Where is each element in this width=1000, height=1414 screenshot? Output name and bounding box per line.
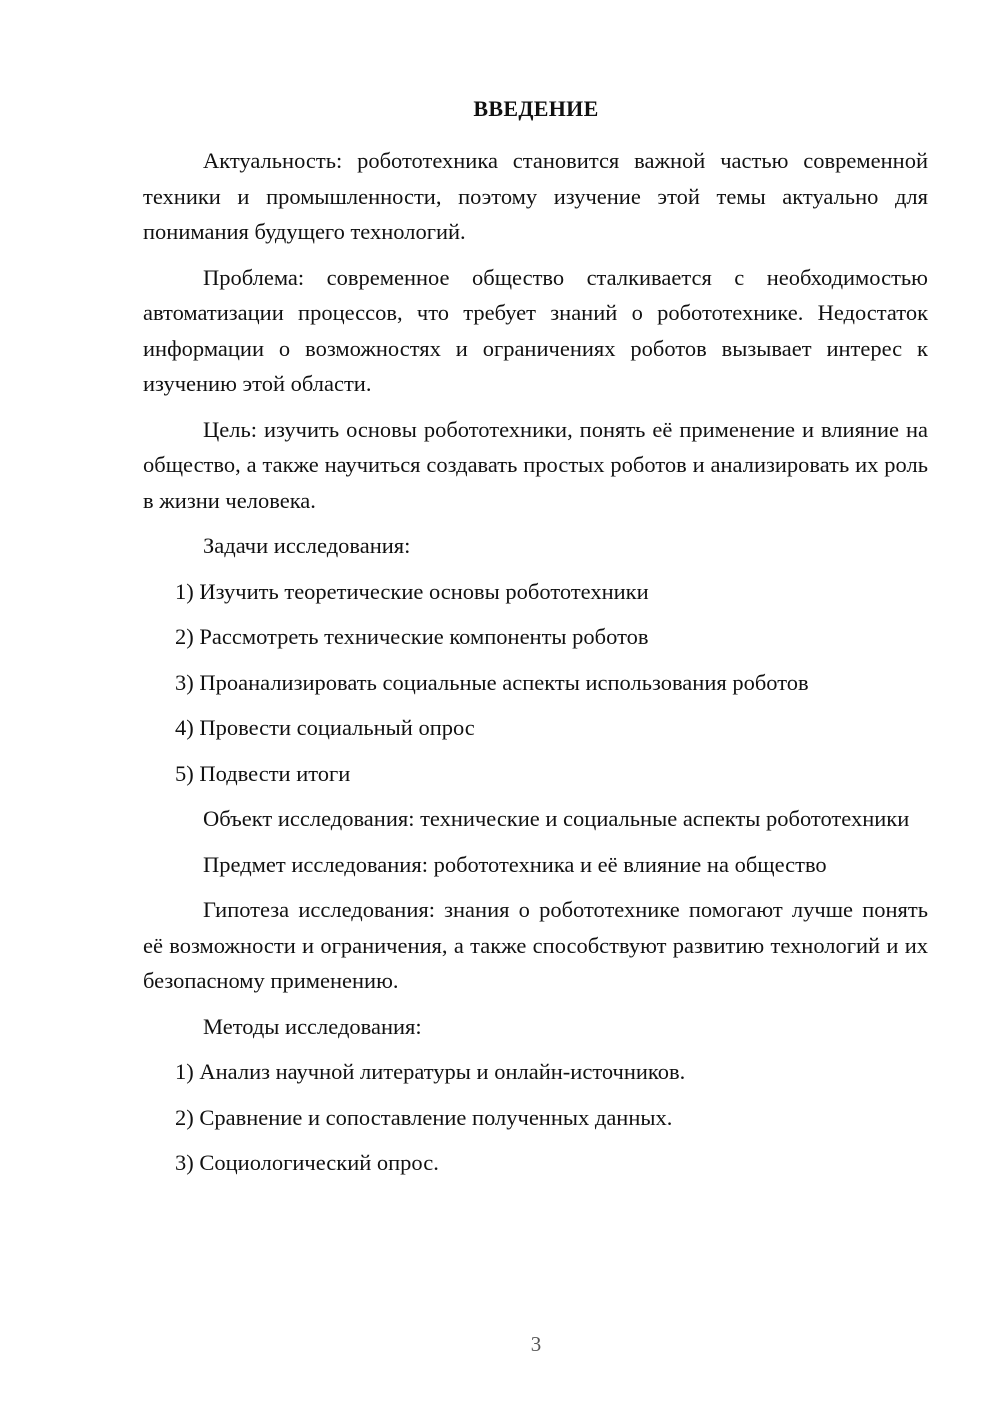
- list-item: 2) Рассмотреть технические компоненты роботов: [175, 624, 649, 649]
- tasks-list: [143, 574, 928, 792]
- subject-paragraph: Предмет исследования: робототехника и её влияние на общество: [203, 851, 827, 877]
- list-item: 1) Изучить теоретические основы робототехники: [175, 578, 649, 604]
- list-item: 4) Провести социальный опрос: [175, 715, 475, 740]
- list-item: 3) Социологический опрос.: [175, 1150, 439, 1175]
- list-item: 5) Подвести итоги: [175, 760, 351, 786]
- object-paragraph: Объект исследования: технические и социальные аспекты робототехники: [203, 806, 910, 831]
- document-body: [143, 143, 928, 1191]
- goal-paragraph: Цель: изучить основы робототехники, понять её применение и влияние на общество, а также научиться создавать простых роботов и анализировать их роль в жизни человека.: [143, 416, 928, 513]
- page-title: ВВЕДЕНИЕ: [473, 96, 599, 121]
- problem-paragraph: Проблема: современное общество сталкивается с необходимостью автоматизации процессов, что требует знаний о робототехнике. Недостаток информации о возможностях и ограничениях роботов вызывает интерес к изучению этой области.: [143, 264, 928, 396]
- hypothesis-paragraph: Гипотеза исследования: знания о робототехнике помогают лучше понять её возможности и ограничения, а также способствуют развитию технологий и их безопасному применению.: [143, 897, 928, 993]
- list-item: 3) Проанализировать социальные аспекты использования роботов: [175, 669, 809, 695]
- tasks-heading: Задачи исследования:: [203, 533, 411, 558]
- list-item: 2) Сравнение и сопоставление полученных данных.: [175, 1104, 673, 1130]
- list-item: 1) Анализ научной литературы и онлайн-источников.: [175, 1059, 686, 1084]
- relevance-paragraph: Актуальность: робототехника становится важной частью современной техники и промышленности, поэтому изучение этой темы актуально для понимания будущего технологий.: [143, 148, 928, 244]
- methods-list: [143, 1054, 928, 1181]
- page-number: 3: [530, 1332, 542, 1356]
- methods-heading: Методы исследования:: [203, 1013, 422, 1039]
